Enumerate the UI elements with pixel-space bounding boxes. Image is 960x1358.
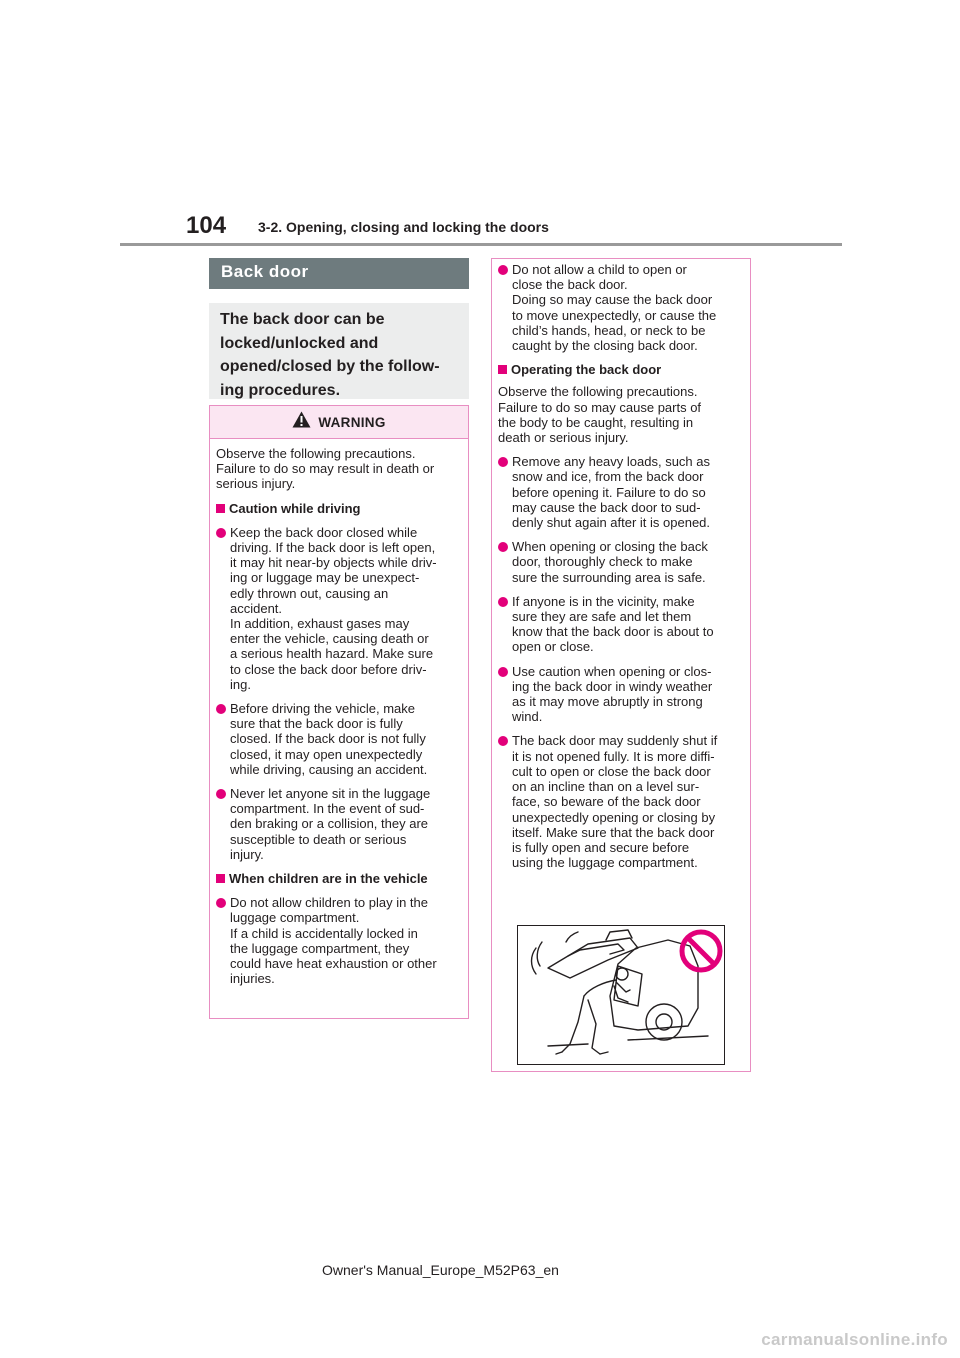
list-item [498,454,744,530]
header-divider [120,243,842,246]
footer-text: Owner's Manual_Europe_M52P63_en [322,1262,559,1278]
warning-triangle-icon [292,411,311,433]
round-bullet-icon [498,597,508,607]
subheading-label: Operating the back door [511,362,662,378]
round-bullet-icon [498,265,508,275]
text-line: edly thrown out, causing an [230,585,389,601]
text-line: ing the back door in windy weather [512,678,713,694]
text-line: ing. [230,676,251,692]
text-line: Failure to do so may result in death or [216,461,435,477]
text-line: denly shut again after it is opened. [512,515,711,531]
text-line: ing or luggage may be unexpect- [230,570,420,586]
text-line: den braking or a collision, they are [230,816,429,832]
text-line: sure they are safe and let them [512,609,692,625]
text-line: Do not allow children to play in the [230,895,429,911]
text-line: Observe the following precautions. [498,384,698,400]
list-item [498,664,744,725]
text-line: susceptible to death or serious [230,831,407,847]
list-item [498,733,744,870]
section-intro [209,303,469,399]
text-line: serious injury. [216,476,296,492]
text-line: snow and ice, from the back door [512,469,704,485]
subheading-children [216,871,462,886]
text-line: know that the back door is about to [512,624,714,640]
square-bullet-icon [216,504,225,513]
list-item [498,594,744,655]
text-line: Keep the back door closed while [230,524,418,540]
subheading-label: Caution while driving [229,500,361,516]
square-bullet-icon [216,874,225,883]
round-bullet-icon [498,736,508,746]
text-line: The back door may suddenly shut if [512,733,718,749]
text-line: is fully open and secure before [512,839,690,855]
text-line: cult to open or close the back door [512,763,711,779]
warning-continued-box [491,258,751,1072]
text-line: to move unexpectedly, or cause the [512,307,717,323]
round-bullet-icon [216,898,226,908]
text-line: the body to be caught, resulting in [498,414,694,430]
round-bullet-icon [216,789,226,799]
text-line: sure the surrounding area is safe. [512,569,706,585]
text-line: enter the vehicle, causing death or [230,631,429,647]
text-line: a serious health hazard. Make sure [230,646,434,662]
list-item [216,525,462,692]
text-line: it is not opened fully. It is more diffi- [512,748,715,764]
text-line: the luggage compartment, they [230,940,410,956]
back-door-illustration [517,925,725,1065]
text-line: sure that the back door is fully [230,716,403,732]
operating-intro [498,384,744,445]
text-line: Failure to do so may cause parts of [498,399,702,415]
subheading-operating [498,362,744,377]
intro-line: The back door can be [220,311,385,328]
text-line: injury. [230,846,264,862]
intro-line: opened/closed by the follow- [220,358,440,375]
warning-box [209,405,469,1019]
list-item [216,701,462,777]
text-line: compartment. In the event of sud- [230,801,425,817]
text-line: closed, it may open unexpectedly [230,746,423,762]
text-line: as it may move abruptly in strong [512,694,703,710]
text-line: Never let anyone sit in the luggage [230,786,431,802]
intro-line: locked/unlocked and [220,334,379,352]
text-line: using the luggage compartment. [512,855,698,871]
text-line: while driving, causing an accident. [230,761,428,777]
text-line: closed. If the back door is not fully [230,731,426,747]
intro-line: ing procedures. [220,381,341,399]
section-title: Back door [209,258,469,289]
text-line: open or close. [512,639,594,655]
text-line: may cause the back door to sud- [512,499,701,515]
text-line: Use caution when opening or clos- [512,663,712,679]
text-line: accident. [230,600,283,616]
text-line: child’s hands, head, or neck to be [512,322,706,338]
warning-title: WARNING [318,414,386,430]
text-line: close the back door. [512,277,628,293]
text-line: If anyone is in the vicinity, make [512,593,695,609]
round-bullet-icon [498,542,508,552]
text-line: If a child is accidentally locked in [230,925,418,941]
text-line: Before driving the vehicle, make [230,701,415,717]
text-line: unexpectedly opening or closing by [512,809,716,825]
text-line: luggage compartment. [230,910,360,926]
text-line: door, thoroughly check to make [512,554,693,570]
text-line: could have heat exhaustion or other [230,956,437,972]
warning-intro [216,446,462,492]
subheading-caution-driving [216,501,462,516]
text-line: face, so beware of the back door [512,794,701,810]
text-line: In addition, exhaust gases may [230,616,410,632]
chapter-title: 3-2. Opening, closing and locking the doors [258,219,549,235]
text-line: Doing so may cause the back door [512,292,713,308]
list-item [216,895,462,986]
text-line: wind. [512,709,543,725]
text-line: to close the back door before driv- [230,661,427,677]
prohibition-sign-icon [682,932,720,970]
warning-header [210,406,468,439]
list-item [498,262,744,353]
square-bullet-icon [498,365,507,374]
page-number: 104 [186,212,227,239]
list-item [216,786,462,862]
text-line: on an incline than on a level sur- [512,779,700,795]
round-bullet-icon [498,667,508,677]
text-line: When opening or closing the back [512,539,708,555]
watermark: carmanualsonline.info [761,1330,948,1349]
text-line: Remove any heavy loads, such as [512,454,710,470]
list-item [498,539,744,585]
text-line: injuries. [230,971,275,987]
text-line: Observe the following precautions. [216,446,416,461]
text-line: it may hit near-by objects while driv- [230,555,437,571]
text-line: itself. Make sure that the back door [512,824,715,840]
subheading-label: When children are in the vehicle [229,871,428,887]
text-line: death or serious injury. [498,430,629,446]
text-line: driving. If the back door is left open, [230,540,436,556]
text-line: Do not allow a child to open or [512,262,687,277]
text-line: caught by the closing back door. [512,338,698,354]
round-bullet-icon [216,704,226,714]
round-bullet-icon [216,528,226,538]
text-line: before opening it. Failure to do so [512,484,706,500]
round-bullet-icon [498,457,508,467]
